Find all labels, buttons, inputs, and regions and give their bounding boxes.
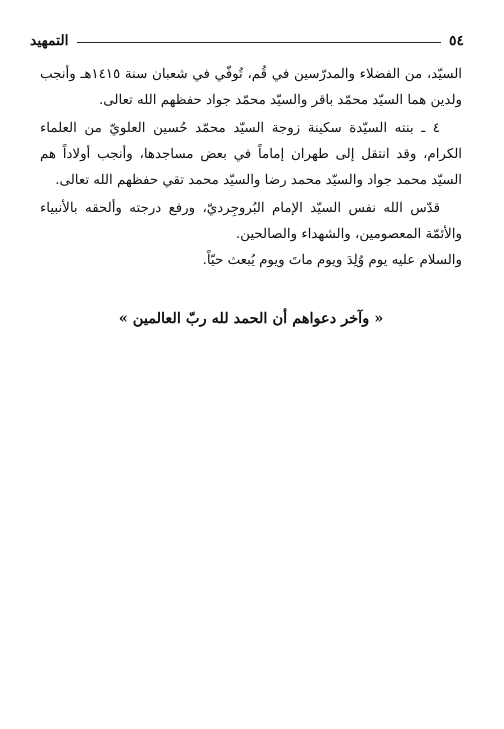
paragraph-salutation: والسلام عليه يوم وُلِدَ ويوم ماتَ ويوم يُبعث حيّاً. — [202, 253, 462, 268]
paragraph-item-4: ٤ ـ بنته السيّدة سكينة زوجة السيّد محمّد حُسين العلويّ من العلماء الكرام، وقد انتقل إلى طهران إماماً في بعض مساجدها، وأنجب أولاداً هم السيّد محمد جواد والسيّد محمد رضا والسيّد محمد تقي حفظهم الله تعالى. — [40, 121, 462, 188]
header-rule — [77, 42, 441, 43]
page-number: ٥٤ — [448, 33, 464, 49]
main-text — [40, 62, 462, 274]
page-header — [30, 30, 464, 52]
closing-phrase: « وآخر دعواهم أن الحمد لله ربّ العالمين » — [118, 310, 384, 327]
running-title: التمهيد — [30, 33, 69, 49]
paragraph-continuation: السيّد، من الفضلاء والمدرّسين في قُم، تُوفّي في شعبان سنة ١٤١٥هـ وأنجب ولدين هما السيّد محمّد باقر والسيّد محمّد جواد حفظهم الله تعالى. — [40, 67, 462, 108]
paragraph-prayer: قدّس الله نفس السيّد الإمام البُروجِرديّ، ورفع درجته وألحقه بالأنبياء والأئمّة المعصومين، والشهداء والصالحين. — [40, 201, 462, 242]
